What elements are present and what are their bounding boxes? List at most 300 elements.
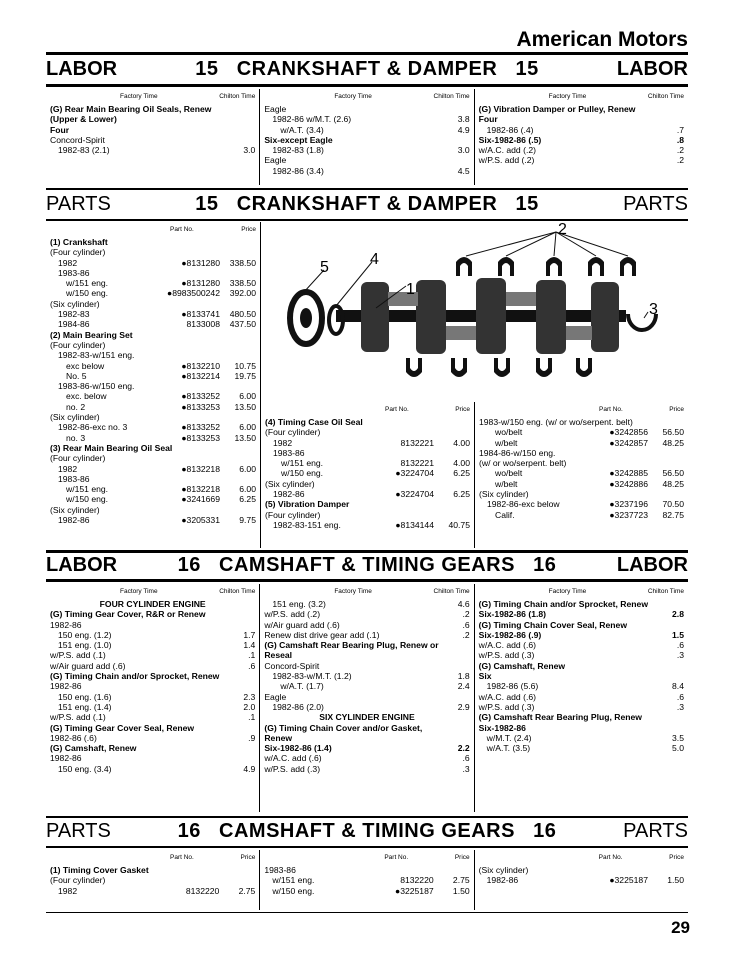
entry-text: Concord-Spirit	[264, 660, 320, 671]
entry-text: Four	[478, 114, 498, 125]
entry-heading	[479, 661, 684, 671]
parts-column	[46, 850, 259, 910]
entry-line	[50, 278, 256, 288]
part-price-group	[181, 309, 256, 319]
entry-text: 1982-86 (.6)	[50, 732, 97, 743]
section-rule	[46, 579, 688, 582]
part-price-group	[181, 484, 256, 494]
chilton-time-header: Chilton Time	[433, 93, 470, 100]
entry-heading	[50, 599, 255, 609]
entry-text: w/151 eng.	[281, 458, 324, 469]
time-column-header	[264, 588, 469, 595]
entry-text: w/150 eng.	[272, 885, 315, 896]
entry-text: w/A.C. add (.6)	[478, 691, 536, 702]
time-value: .2	[462, 629, 470, 640]
part-price-group	[181, 433, 256, 443]
entry-text: (G) Vibration Damper or Pulley, Renew	[478, 104, 636, 114]
entry-line	[479, 145, 684, 155]
entry-line	[50, 412, 256, 422]
time-value: 1.4	[243, 640, 256, 651]
entry-heading	[479, 671, 684, 681]
entry-text: 151 eng. (1.0)	[58, 640, 112, 651]
entry-heading	[479, 712, 684, 722]
time-value: .2	[676, 155, 684, 166]
part-number: ●8131280	[181, 278, 220, 289]
entry-line	[479, 427, 684, 437]
entry-text: (Four cylinder)	[265, 509, 321, 520]
entry-line	[50, 288, 256, 298]
entry-text: 1982-86	[50, 619, 82, 630]
entry-line	[264, 620, 469, 630]
entry-text: 1982	[273, 437, 293, 448]
time-value: .2	[676, 145, 684, 156]
entry-heading	[50, 743, 255, 753]
part-number: ●8133741	[181, 309, 220, 320]
factory-time-header: Factory Time	[334, 93, 372, 100]
price-value: 56.50	[662, 427, 684, 438]
entry-text: Four	[50, 124, 70, 135]
part-price-group	[400, 875, 469, 885]
factory-time-header: Factory Time	[548, 588, 587, 595]
entry-line	[264, 753, 469, 763]
entry-line	[479, 458, 684, 468]
entry-line	[264, 155, 469, 165]
entry-text: w/Air guard add (.6)	[264, 619, 340, 630]
part-number: 8132221	[400, 437, 434, 448]
entry-line	[479, 125, 684, 135]
entry-text: (Four cylinder)	[265, 427, 321, 438]
entry-line	[50, 515, 256, 525]
entry-text: 150 eng. (1.6)	[58, 691, 112, 702]
part-price-group	[181, 464, 256, 474]
part-number: ●8134144	[395, 519, 434, 530]
part-price-group	[401, 458, 470, 468]
entry-text: (Six cylinder)	[478, 865, 529, 875]
entry-text: (G) Rear Main Bearing Oil Seals, Renew	[50, 104, 212, 114]
entry-line	[50, 733, 255, 743]
entry-text: w/P.S. add (.3)	[264, 763, 321, 774]
entry-heading	[50, 114, 255, 124]
entry-line	[264, 865, 469, 875]
entry-heading	[265, 417, 470, 427]
entry-line	[265, 458, 470, 468]
entry-text: w/M.T. (2.4)	[486, 732, 532, 743]
section-15-labor-body	[46, 89, 688, 185]
part-price-group	[181, 258, 256, 268]
price-value: 1.50	[667, 875, 684, 886]
price-value: 6.25	[453, 468, 470, 479]
entry-text: (Six cylinder)	[479, 489, 529, 500]
part-number: ●3224704	[395, 489, 434, 500]
entry-text: 1982-83-151 eng.	[273, 519, 341, 530]
price-header: Price	[240, 854, 256, 861]
part-number: ●3237723	[609, 509, 648, 520]
price-value: 70.50	[662, 499, 684, 510]
callout-3: 3	[649, 301, 658, 318]
time-value: .6	[462, 753, 470, 764]
labor-label-left: LABOR	[46, 57, 118, 80]
entry-text: (5) Vibration Damper	[265, 499, 350, 510]
entry-text: w/Air guard add (.6)	[50, 660, 126, 671]
part-number: ●8132218	[181, 463, 220, 474]
time-value: .9	[248, 732, 256, 743]
price-value: 437.50	[229, 319, 256, 330]
entry-text: Six-1982-86 (1.4)	[264, 743, 332, 754]
parts-label-left: PARTS	[46, 819, 111, 842]
time-value: 2.2	[457, 743, 470, 754]
time-value: .6	[676, 640, 684, 651]
factory-time-header: Factory Time	[120, 93, 158, 100]
time-value: 8.4	[672, 681, 684, 692]
entry-line	[264, 609, 469, 619]
parts-label-right: PARTS	[623, 192, 688, 215]
time-value: .3	[462, 763, 470, 774]
price-value: 4.00	[453, 458, 470, 469]
entry-line	[264, 599, 469, 609]
entry-heading	[479, 620, 684, 630]
part-price-group	[395, 468, 470, 478]
part-price-group	[609, 468, 684, 478]
part-number: 8132221	[400, 458, 434, 469]
entry-line	[479, 155, 684, 165]
price-value: 338.50	[229, 257, 256, 268]
time-value: 5.0	[672, 743, 684, 754]
entry-line	[50, 350, 256, 360]
entry-line	[479, 479, 684, 489]
part-price-group	[609, 479, 684, 489]
part-price-group	[181, 371, 256, 381]
entry-text: w/belt	[495, 478, 518, 489]
entry-text: w/150 eng.	[281, 468, 324, 479]
section-16-labor-body	[46, 584, 688, 812]
entry-line	[50, 391, 256, 401]
entry-line	[50, 371, 256, 381]
entry-line	[50, 247, 256, 257]
entry-heading	[264, 712, 469, 722]
entry-line	[479, 417, 684, 427]
time-value: 2.9	[457, 701, 470, 712]
time-value: 2.4	[457, 681, 470, 692]
part-no-header: Part No.	[384, 854, 409, 861]
entry-heading	[264, 723, 469, 733]
time-value: .2	[462, 609, 470, 620]
entry-line	[479, 650, 684, 660]
time-value: 4.6	[457, 599, 470, 609]
time-value: 2.8	[672, 609, 684, 620]
time-column-header	[264, 93, 469, 100]
price-header: Price	[454, 854, 470, 861]
entry-text: 150 eng. (3.4)	[58, 763, 112, 774]
time-value: 4.9	[457, 124, 470, 135]
entry-line	[50, 494, 256, 504]
price-value: 6.25	[453, 489, 470, 500]
parts-column-header	[479, 406, 684, 413]
entry-heading	[264, 743, 469, 753]
entry-line	[479, 468, 684, 478]
parts-column-header	[479, 854, 684, 861]
entry-line	[50, 681, 255, 691]
entry-text: 1982	[58, 257, 78, 268]
entry-text: Reseal	[264, 650, 293, 661]
entry-text: 1983-86-w/150 eng.	[58, 381, 135, 392]
entry-text: w/P.S. add (.3)	[478, 701, 535, 712]
entry-text: w/150 eng.	[66, 288, 109, 299]
entry-line	[264, 681, 469, 691]
labor-label-right: LABOR	[616, 553, 688, 576]
entry-heading	[264, 733, 469, 743]
entry-line	[265, 510, 470, 520]
price-value: 48.25	[662, 478, 684, 489]
part-number: ●3242857	[609, 437, 648, 448]
entry-text: exc below	[66, 360, 105, 371]
entry-text: 151 eng. (1.4)	[58, 701, 112, 712]
entry-text: (G) Timing Chain and/or Sprocket, Renew	[50, 671, 220, 682]
part-price-group	[395, 886, 470, 896]
part-number: ●8133252	[181, 422, 220, 433]
entry-text: w/151 eng.	[66, 484, 109, 495]
entry-line	[265, 468, 470, 478]
time-value: 1.8	[457, 671, 470, 682]
labor-column	[46, 584, 259, 812]
time-value: 3.8	[457, 114, 470, 125]
entry-text: 1982-86	[50, 681, 82, 692]
chilton-time-header: Chilton Time	[433, 588, 470, 595]
entry-text: w/151 eng.	[66, 278, 109, 289]
entry-line	[50, 145, 255, 155]
entry-line	[50, 299, 256, 309]
part-price-group	[401, 438, 470, 448]
entry-line	[479, 681, 684, 691]
entry-line	[264, 692, 469, 702]
entry-text: no. 3	[66, 432, 86, 443]
price-value: 9.75	[239, 515, 256, 526]
entry-text: w/A.T. (1.7)	[280, 681, 324, 692]
entry-text: 1982-86-exc no. 3	[58, 422, 128, 433]
price-header: Price	[669, 854, 684, 861]
part-price-group	[395, 520, 470, 530]
entry-text: w/P.S. add (.2)	[264, 609, 321, 620]
entry-text: w/belt	[495, 437, 518, 448]
entry-text: w/P.S. add (.3)	[478, 650, 535, 661]
part-number: ●3242856	[609, 427, 648, 438]
entry-line	[50, 620, 255, 630]
entry-text: (4) Timing Case Oil Seal	[265, 417, 363, 427]
brand-title: American Motors	[516, 28, 688, 51]
part-price-group	[181, 402, 256, 412]
entry-text: 1983-86	[273, 447, 305, 458]
entry-text: 1982-86 (2.0)	[272, 701, 324, 712]
entry-text: (G) Camshaft, Renew	[50, 743, 137, 754]
part-price-group	[167, 288, 256, 298]
entry-line	[50, 753, 255, 763]
entry-line	[264, 125, 469, 135]
time-value: .7	[676, 124, 684, 135]
callout-5: 5	[320, 259, 329, 276]
entry-text: (Four cylinder)	[50, 875, 106, 886]
entry-text: (G) Timing Chain Cover Seal, Renew	[478, 619, 628, 630]
part-number: ●8132218	[181, 484, 220, 495]
entry-text: 1982-83-w/151 eng.	[58, 350, 135, 361]
time-value: 2.3	[243, 691, 256, 702]
entry-text: Renew	[264, 732, 293, 743]
entry-text: (1) Timing Cover Gasket	[50, 865, 149, 875]
entry-text: Calif.	[495, 509, 515, 520]
price-value: 40.75	[448, 519, 470, 530]
entry-text: w/A.T. (3.5)	[486, 743, 531, 754]
entry-heading	[479, 135, 684, 145]
part-number: ●3237196	[609, 499, 648, 510]
entry-text: (Upper & Lower)	[50, 114, 117, 125]
part-no-header: Part No.	[170, 854, 194, 861]
entry-text: 1982-83 (1.8)	[272, 145, 324, 156]
entry-line	[479, 640, 684, 650]
part-number: ●3225187	[609, 875, 648, 886]
time-value: 1.5	[672, 629, 684, 640]
entry-line	[265, 448, 470, 458]
part-price-group	[187, 319, 256, 329]
labor-column	[259, 584, 473, 812]
entry-line	[50, 484, 256, 494]
entry-text: Renew dist drive gear add (.1)	[264, 629, 380, 640]
price-value: 6.00	[239, 422, 256, 433]
entry-line	[479, 438, 684, 448]
time-value: .3	[676, 701, 684, 712]
entry-heading	[50, 865, 255, 875]
entry-line	[264, 671, 469, 681]
entry-text: w/P.S. add (.1)	[50, 712, 106, 723]
price-header: Price	[241, 226, 256, 233]
entry-line	[50, 340, 256, 350]
entry-line	[50, 319, 256, 329]
part-price-group	[181, 361, 256, 371]
callout-1: 1	[406, 281, 415, 298]
parts-column	[46, 222, 260, 548]
part-price-group	[609, 510, 684, 520]
part-number: 8132220	[400, 875, 434, 886]
entry-heading	[50, 330, 256, 340]
entry-line	[264, 630, 469, 640]
entry-text: Six-1982-86 (1.8)	[478, 609, 547, 620]
entry-line	[264, 104, 469, 114]
entry-text: 1982-83-w/M.T. (1.2)	[272, 671, 352, 682]
time-value: 3.0	[457, 145, 470, 156]
part-no-header: Part No.	[170, 226, 194, 233]
parts-column-header	[50, 226, 256, 233]
price-value: 13.50	[234, 432, 256, 443]
part-number: 8132220	[185, 885, 220, 896]
entry-line	[50, 453, 256, 463]
entry-text: Six-1982-86 (.5)	[478, 134, 542, 145]
time-column-header	[479, 93, 684, 100]
parts-column-header	[50, 854, 255, 861]
entry-line	[264, 886, 469, 896]
price-value: 6.00	[239, 391, 256, 402]
entry-text: w/A.T. (3.4)	[280, 124, 324, 135]
entry-text: 1982-86 (3.4)	[272, 165, 324, 176]
price-header: Price	[455, 406, 470, 413]
entry-line	[50, 712, 255, 722]
entry-text: SIX CYLINDER ENGINE	[319, 712, 415, 723]
parts-label-left: PARTS	[46, 192, 111, 215]
part-number: ●8983500242	[167, 288, 220, 299]
entry-heading	[264, 135, 469, 145]
entry-line	[50, 764, 255, 774]
factory-time-header: Factory Time	[548, 93, 587, 100]
parts-column-header	[264, 854, 469, 861]
entry-line	[50, 309, 256, 319]
chilton-time-header: Chilton Time	[219, 588, 256, 595]
price-value: 19.75	[234, 370, 256, 381]
price-value: 480.50	[229, 309, 256, 320]
time-value: 1.7	[243, 629, 256, 640]
entry-text: (G) Camshaft, Renew	[478, 660, 566, 671]
part-price-group	[181, 391, 256, 401]
entry-heading	[265, 499, 470, 509]
entry-line	[50, 630, 255, 640]
entry-text: (Four cylinder)	[50, 247, 106, 258]
price-header: Price	[669, 406, 684, 413]
entry-line	[264, 166, 469, 176]
entry-heading	[479, 599, 684, 609]
part-no-header: Part No.	[599, 406, 623, 413]
price-value: 56.50	[662, 468, 684, 479]
part-number: ●3225187	[395, 885, 434, 896]
entry-line	[264, 114, 469, 124]
time-column-header	[50, 588, 255, 595]
part-price-group	[181, 515, 256, 525]
entry-line	[265, 479, 470, 489]
entry-text: w/A.C. add (.6)	[264, 753, 322, 764]
entry-text: Concord-Spirit	[50, 134, 105, 145]
entry-line	[479, 692, 684, 702]
entry-text: (Six cylinder)	[50, 504, 100, 515]
time-value: .6	[676, 691, 684, 702]
part-number: ●8133253	[181, 432, 220, 443]
entry-text: w/P.S. add (.1)	[50, 650, 106, 661]
entry-line	[50, 886, 255, 896]
time-value: .6	[462, 619, 470, 630]
entry-line	[50, 692, 255, 702]
entry-text: 1982	[58, 463, 78, 474]
entry-line	[479, 489, 684, 499]
entry-text: (2) Main Bearing Set	[50, 329, 133, 340]
entry-text: (Four cylinder)	[50, 339, 106, 350]
entry-line	[50, 433, 256, 443]
crankshaft-illustration	[266, 222, 688, 402]
entry-line	[479, 510, 684, 520]
entry-line	[265, 520, 470, 530]
entry-line	[264, 661, 469, 671]
section-rule	[46, 52, 688, 55]
entry-text: (Six cylinder)	[265, 478, 315, 489]
entry-text: Six-except Eagle	[264, 134, 333, 145]
entry-text: 1983-86	[58, 473, 90, 484]
entry-heading	[50, 443, 256, 453]
part-no-header: Part No.	[385, 406, 409, 413]
part-price-group	[186, 886, 255, 896]
part-price-group	[609, 438, 684, 448]
entry-heading	[50, 237, 256, 247]
section-title: 15 CRANKSHAFT & DAMPER 15	[195, 57, 539, 80]
parts-label-right: PARTS	[623, 819, 688, 842]
price-value: 6.25	[239, 494, 256, 505]
entry-text: (G) Timing Chain Cover and/or Gasket,	[264, 722, 423, 733]
entry-text: (G) Camshaft Rear Bearing Plug, Renew or	[264, 640, 439, 651]
entry-text: exc. below	[66, 391, 107, 402]
part-number: 8133008	[186, 319, 220, 330]
entry-text: Eagle	[264, 691, 287, 702]
entry-text: FOUR CYLINDER ENGINE	[99, 599, 206, 609]
